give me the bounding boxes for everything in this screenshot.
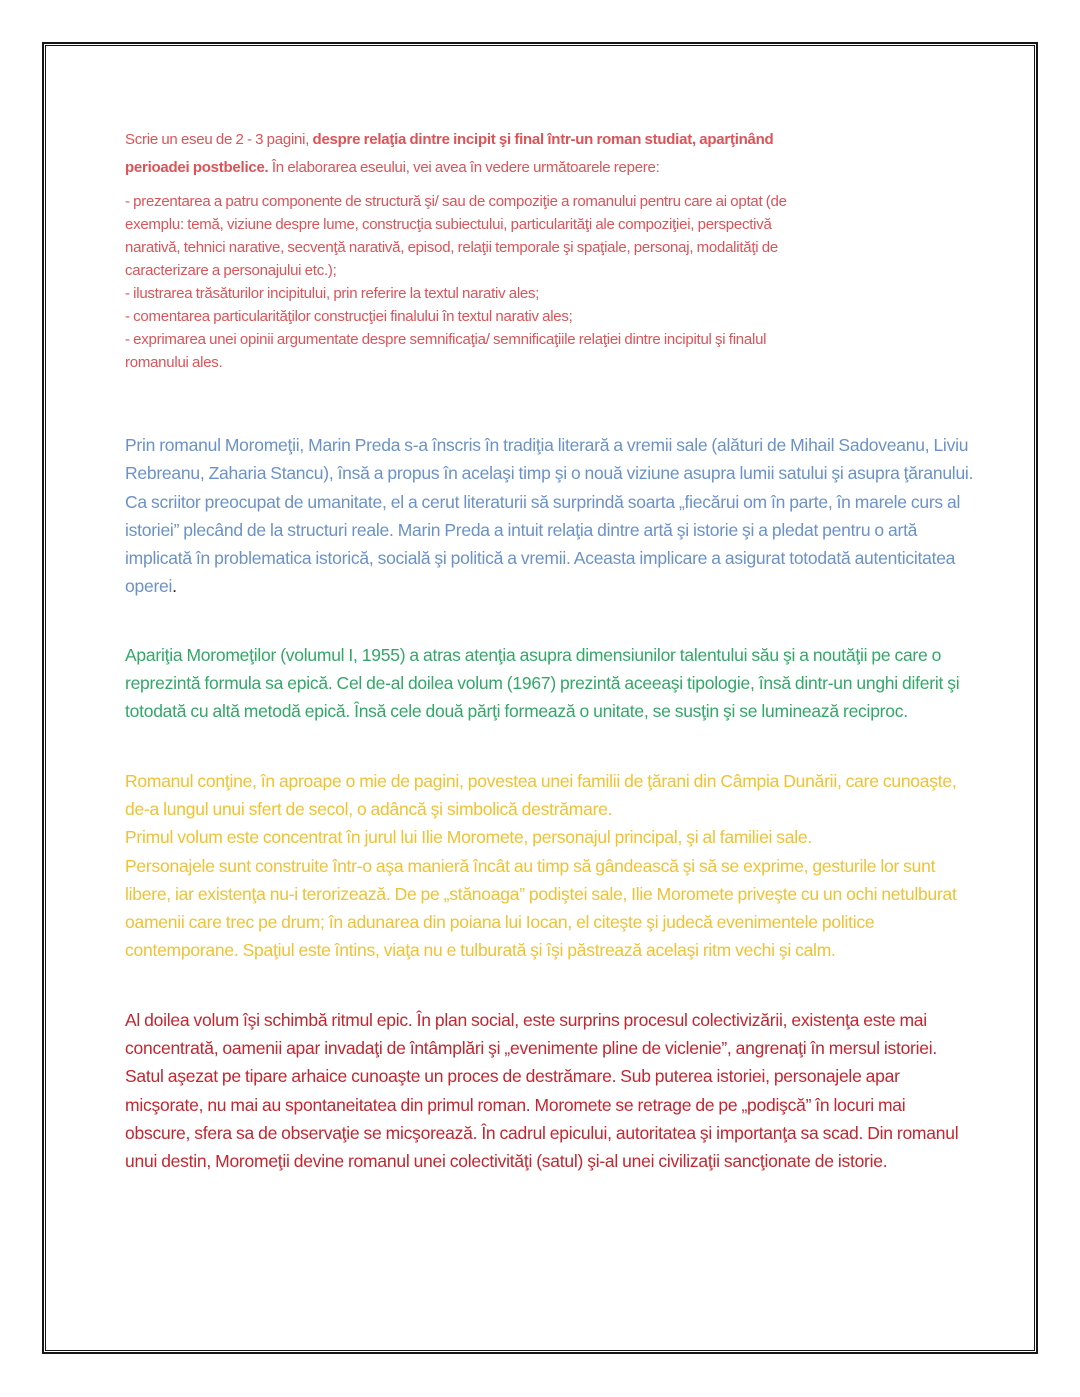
paragraph-first-volume-segment-1: Primul volum este concentrat în jurul lui Ilie Moromete, personajul principal, şi al familiei sale. bbox=[125, 827, 813, 848]
page-border-frame bbox=[42, 42, 1038, 1354]
paragraph-two-volumes bbox=[125, 641, 974, 726]
essay-prompt-segment-1: despre relaţia dintre incipit şi final într-un roman studiat, aparţinând perioadei postbelice. bbox=[125, 131, 774, 176]
essay-requirements-list-segment-0: - prezentarea a patru componente de structură şi/ sau de compoziţie a romanului pentru care ai optat (de exemplu: temă, viziune despre lume, construcţia subiectului, particularităţi ale compoziţiei, perspectivă narativă, tehnici narative, secvenţă narativă, episod, relaţii temporale şi spaţiale, personaj, modalităţi de caracterizare a personajului etc.); bbox=[125, 193, 787, 279]
essay-requirements-list-segment-3: - exprimarea unei opinii argumentate despre semnificaţia/ semnificaţiile relaţiei dintre incipitul şi finalul romanului ales. bbox=[125, 331, 767, 371]
paragraph-first-volume-segment-0: Romanul conţine, în aproape o mie de pagini, povestea unei familii de ţărani din Câmpia Dunării, care cunoaşte, de-a lungul unui sfert de secol, o adâncă şi simbolică destrămare. bbox=[125, 770, 957, 819]
document-content bbox=[44, 44, 1036, 1352]
paragraph-first-volume bbox=[125, 767, 974, 965]
paragraph-preda-tradition-segment-0: Prin romanul Moromeţii, Marin Preda s-a înscris în tradiţia literară a vremii sale (alături de Mihail Sadoveanu, Liviu Rebreanu, Zaharia Stancu), însă a propus în acelaşi timp şi o nouă viziune asupra lumii satului şi asupra ţăranului. Ca scriitor preocupat de umanitate, el a cerut literaturii să surprindă soarta „fiecărui om în parte, în marele curs al istoriei” plecând de la structuri reale. Marin Preda a intuit relaţia dintre artă şi istorie şi a pledat pentru o artă implicată în problematica istorică, socială şi politică a vremii. Aceasta implicare a asigurat totodată autenticitatea operei bbox=[125, 435, 974, 597]
paragraph-preda-tradition bbox=[125, 431, 974, 601]
essay-requirements-list bbox=[125, 190, 825, 374]
paragraph-two-volumes-segment-0: Apariţia Moromeţilor (volumul I, 1955) a atras atenţia asupra dimensiunilor talentului său şi a noutăţii pe care o reprezintă formula sa epică. Cel de-al doilea volum (1967) prezintă aceeaşi tipologie, însă dintr-un unghi diferit şi totodată cu altă metodă epică. Însă cele două părţi formează o unitate, se susţin şi se luminează reciproc. bbox=[125, 644, 960, 722]
essay-requirements-list-segment-2: - comentarea particularităţilor construcţiei finalului în textul narativ ales; bbox=[125, 308, 573, 325]
essay-prompt-segment-0: Scrie un eseu de 2 - 3 pagini, bbox=[125, 131, 313, 148]
paragraph-second-volume-segment-0: Al doilea volum îşi schimbă ritmul epic. În plan social, este surprins procesul colectivizării, existenţa este mai concentrată, oamenii apar invadaţi de întâmplări şi „evenimente pline de viclenie”, angrenaţi în mersul istoriei. Satul aşezat pe tipare arhaice cunoaşte un proces de destrămare. Sub puterea istoriei, personajele apar micşorate, nu mai au spontaneitatea din primul roman. Moromete se retrage de pe „podişcă” în locuri mai obscure, sfera sa de observaţie se micşorează. În cadrul epicului, autoritatea şi importanţa sa scad. Din romanul unui destin, Moromeţii devine romanul unei colectivităţi (satul) şi-al unei civilizaţii sancţionate de istorie. bbox=[125, 1009, 959, 1172]
essay-requirements-list-segment-1: - ilustrarea trăsăturilor incipitului, prin referire la textul narativ ales; bbox=[125, 285, 540, 302]
paragraph-second-volume bbox=[125, 1006, 974, 1176]
essay-prompt bbox=[125, 126, 825, 182]
paragraph-preda-tradition-segment-1: . bbox=[172, 576, 177, 597]
paragraph-first-volume-segment-2: Personajele sunt construite într-o aşa manieră încât au timp să gândească şi să se exprime, gesturile lor sunt libere, iar existenţa nu-i terorizează. De pe „stănoaga” podiştei sale, Ilie Moromete priveşte cu un ochi netulburat oamenii care trec pe drum; în adunarea din poiana lui Iocan, el citeşte şi judecă evenimentele politice contemporane. Spaţiul este întins, viaţa nu e tulburată şi îşi păstrează acelaşi ritm vechi şi calm. bbox=[125, 855, 957, 961]
essay-prompt-segment-2: În elaborarea eseului, vei avea în vedere următoarele repere: bbox=[268, 159, 660, 176]
